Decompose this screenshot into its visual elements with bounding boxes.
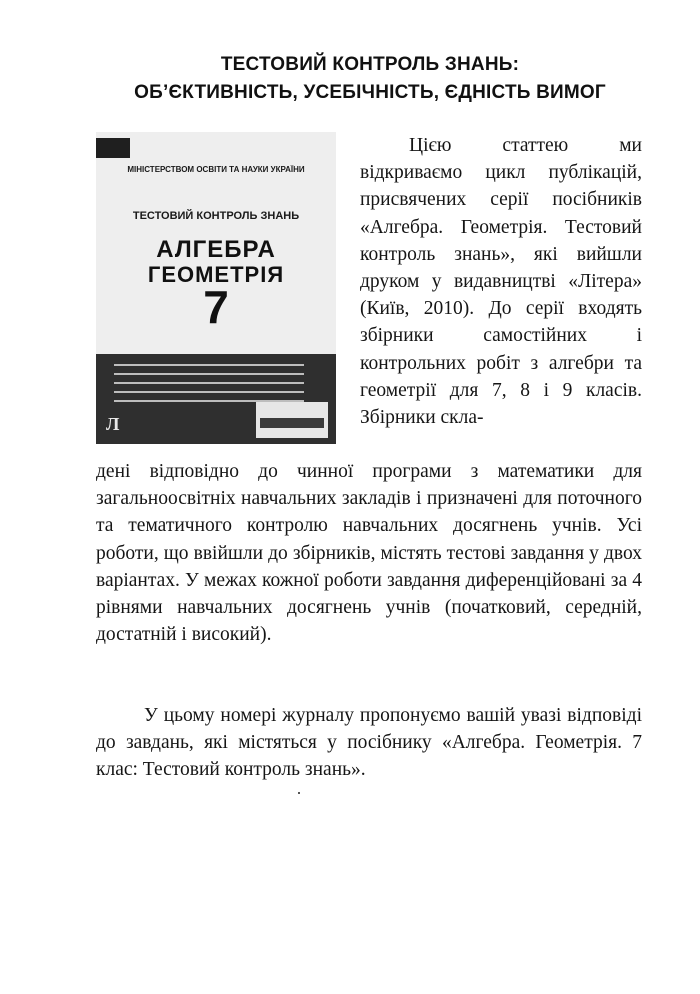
cover-ministry-text: МІНІСТЕРСТВОМ ОСВІТИ ТА НАУКИ УКРАЇНИ — [127, 165, 305, 174]
scan-speck — [298, 792, 300, 794]
article-title-line-2: ОБ’ЄКТИВНІСТЬ, УСЕБІЧНІСТЬ, ЄДНІСТЬ ВИМОГ — [134, 82, 606, 103]
publisher-logo-icon: Л — [106, 414, 120, 434]
article-paragraph-2: У цьому номері журналу пропонуємо вашій увазі відповіді до завдань, які містяться у посібнику «Алгебра. Геометрія. 7 клас: Тестовий контроль знань». — [96, 705, 642, 781]
article-title-line-1: ТЕСТОВИЙ КОНТРОЛЬ ЗНАНЬ: — [220, 54, 520, 75]
cover-subject-geometry: ГЕОМЕТРІЯ — [147, 262, 285, 287]
cover-subject-algebra: АЛГЕБРА — [156, 236, 276, 263]
book-cover-image — [96, 132, 336, 444]
cover-corner-tab — [96, 138, 130, 158]
cover-series-title: ТЕСТОВИЙ КОНТРОЛЬ ЗНАНЬ — [132, 210, 300, 222]
cover-grade-number: 7 — [203, 281, 229, 333]
article-paragraph-1-side: Цією статтею ми відкриваємо цикл публікацій, присвячених серії посібників «Алгебра. Геометрія. Тестовий контроль знань», які вийшли друком у видавництві «Літера» (Київ, 2010). До серії входять збірники самостійних і контрольних робіт з алгебри та геометрії для 7, 8 і 9 класів. Збірники скла- — [360, 135, 642, 429]
article-paragraph-1-continued: дені відповідно до чинної програми з математики для загальноосвітніх навчальних закладів і призначені для поточного та тематичного контролю навчальних досягнень учнів. Усі роботи, що ввійшли до збірників, містять тестові завдання у двох варіантах. У межах кожної роботи завдання диференційовані за 4 рівнями навчальних досягнень учнів (початковий, середній, достатній і високий). — [96, 461, 642, 646]
series-logo-mark-icon — [260, 418, 324, 428]
